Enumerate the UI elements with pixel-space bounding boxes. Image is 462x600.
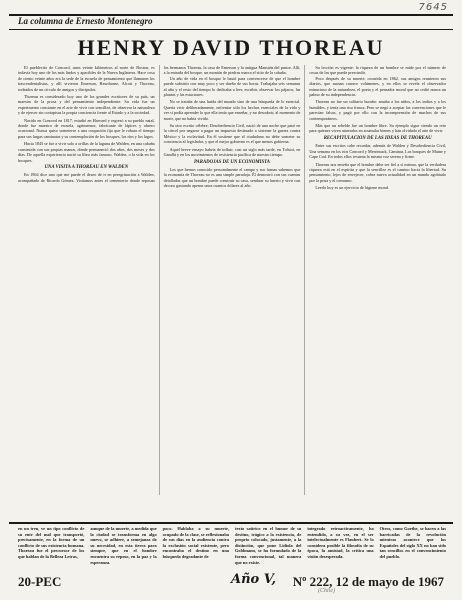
col1-paragraphs [18, 65, 155, 163]
col2-paragraphs [164, 76, 301, 158]
column-header: La columna de Ernesto Montenegro [18, 16, 153, 26]
issue-date: Nº 222, 12 de mayo de 1967 [292, 574, 444, 589]
body-paragraph: Nacido en Concord en 1817, estudió en Harvard y regresó a su pueblo natal, donde fue maestro de escuela, agrimensor, fabricante de lápices y obrero ocasional. Nunca quiso someterse a una ocupación fija que le robara el tiempo para sus largas caminatas y su contemplación de los bosques, los ríos y los lagos. [18, 117, 155, 139]
strip-column: texto satírico en el humor de su destino, trágico a la existencia, de proprio colocado, justamente, a la distinción, que pone Lidiola del Goldmann, se ha formulado de la forma convencional, tal manera que no existe. [234, 526, 302, 565]
volume-label: Año V, [231, 572, 277, 587]
body-paragraph: Thoreau nos enseña que el hombre debe ser fiel a sí mismo, que la verdadera riqueza está en el espíritu y que la sencillez es el camino hacia la libertad. Su pensamiento, lejos de envejecer, cobra nueva actualidad en un mundo agobiado por la prisa y el consumo. [309, 161, 446, 183]
header-underline [9, 29, 453, 30]
body-paragraph: Un año de vida en el bosque le bastó para convencerse de que el hombre puede subsistir con muy poco y ser dueño de sus horas. Trabajaba seis semanas al año y el resto del tiempo lo dedicaba a leer, escribir, observar los pájaros, las plantas y las estaciones. [163, 75, 301, 98]
body-paragraph: Thoreau no fue un solitario huraño: amaba a los niños, a los indios y a los humildes, y tenía una risa franca. Pero se negó a aceptar las convenciones que le parecían falsas, y pagó por ello con la incomprensión de muchos de sus contemporáneos. [309, 99, 446, 121]
body-paragraph: Los que hemos conocido personalmente el campo y sus faenas sabemos que la economía de Thoreau no es una simple paradoja. Él demostró con sus cuentas detalladas que un hombre puede construir su casa, sembrar su huerto y vivir con decoro gastando apenas unos cuantos dólares al año. [163, 166, 301, 189]
strip-column: aunque de la muerte, a medida que la ciudad se transforma en algo nuevo, se adhiere, a semejanza de su necesidad, en esta tierra para siempre, que en el hombre encuentra su reposo, en la paz y la esperanza. [90, 526, 157, 565]
handwritten-archive-number: 7645 [418, 2, 448, 13]
body-paragraph: Leerlo hoy es un ejercicio de higiene moral. [315, 185, 390, 191]
continuation-strip [18, 526, 446, 568]
col3-paragraphs [309, 76, 446, 134]
strip-column: integrado retroactivamente, ha entendido, a su vez, en el ser intelectualmente es Flaubert. Se lo considera posible la filosofía de su época, la amistad, la crítica una visión desesperada. [307, 526, 374, 559]
strip-column: en un tren, ve un tipo conflicto de su ente del mal que transportó, precisamente, en la forma de un conflicto de sus existencia humana. Thoreau fue el precursor de los que hablan de la Belleza Letras, [18, 526, 85, 559]
col3b-paragraphs [309, 143, 446, 190]
body-paragraph: Thoreau es considerado hoy uno de los grandes escritores de su país, un maestro de la prosa y del pensamiento independiente. Su vida fue un experimento constante en el arte de vivir con sencillez, de observar la naturaleza y de ejercer sin cortapisas la propia conciencia frente al Estado y a la sociedad. [18, 94, 155, 116]
subhead-recap: RECAPITULACION DE LAS IDEAS DE THOREAU [323, 135, 432, 141]
archive-stamp: (Chile) [318, 588, 335, 594]
strip-column: poco. Hablaba a su muerte, ocupado de la clase, se reflexionaba de sus días en la audiencia contra la exclusión social existente, pero encontraba el destino en una búsqueda degradante de [162, 526, 229, 559]
body-paragraph: Aquel breve ensayo habría de influir, casi un siglo más tarde, en Tolstoi, en Gandhi y en los movimientos de resistencia pacífica de nuestro tiempo. [163, 146, 301, 158]
body-paragraph: Su lección es vigente: la riqueza de un hombre se mide por el número de cosas de las que puede prescindir. [309, 65, 446, 76]
body-paragraph: Poco después de su muerte, ocurrida en 1862, sus amigos reunieron sus diarios, que suman catorce volúmenes, y en ellos se revela el observador minucioso de la naturaleza, el poeta y el pensador moral que no cedió nunca un palmo de su independencia. [309, 75, 446, 98]
article-body [18, 65, 446, 495]
body-paragraph: El pueblecito de Concord, unos veinte kilómetros al norte de Boston, es todavía hoy uno de los más lindos y apacibles de la Nueva Inglaterra. Hace cosa de ciento veinte años era la sede de la escuela de pensamiento que llamaron los trascendentalistas, y allí vivieron Emerson, Hawthorne, Alcott y Thoreau, rodeados de un círculo de amigos y discípulos. [18, 65, 155, 92]
article-title: HENRY DAVID THOREAU [77, 35, 385, 60]
subhead-walden-visit: UNA VISITA A THOREAU EN WALDEN [44, 164, 129, 170]
body-paragraph: Hacia 1845 se fue a vivir solo a orillas de la laguna de Walden, en una cabaña construida con sus propias manos, donde permaneció dos años, dos meses y dos días. De aquella experiencia nació su libro más famoso, Walden, o la vida en los bosques. [18, 141, 155, 163]
body-paragraph: Su otro escrito célebre, Desobediencia Civil, nació de una noche que pasó en la cárcel por negarse a pagar un impuesto destinado a sostener la guerra contra México y la esclavitud. En él sostiene que el ciudadano no debe someter su conciencia al legislador, y que el mejor gobierno es el que menos gobierna. [163, 123, 301, 145]
bottom-rule [9, 522, 453, 524]
page-footer [18, 574, 444, 590]
page-number: 20-PEC [18, 574, 62, 589]
body-paragraph: En 1964 dice uno que me puede el deseo de ir en peregrinación a Walden, acompañado de Ricardo Gómez. Visitamos antes el cementerio donde reposan los hermanos Thoreau, la casa de Emerson y la antigua Mansión del pastor. Allí, a la entrada del bosque, un montón de piedras marca el sitio de la cabaña. [18, 65, 301, 183]
body-paragraph: No se trataba de una huida del mundo sino de una búsqueda de lo esencial. Quería vivir deliberadamente, enfrentar sólo los hechos esenciales de la vida y ver si podía aprender lo que ella tenía que enseñar, y no descubrir, al momento de morir, que no había vivido. [163, 99, 301, 121]
body-paragraph: Entre sus escritos cabe recordar, además de Walden y Desobediencia Civil, Una semana en los ríos Concord y Merrimack, Caminar, Los bosques de Maine y Cape Cod. En todos ellos resuena la misma voz serena y firme. [309, 143, 446, 160]
strip-column: Otros, como Goethe, se hacen a las barricadas de la revolución mientras acontece que los Españoles del siglo XX no han sido tan sencillos en el convencimiento del pueblo. [379, 526, 446, 559]
body-paragraph: Más que un rebelde fue un hombre libre. Su ejemplo sigue siendo un reto para quienes viven atareados en acumular bienes y han olvidado el arte de vivir. [309, 123, 446, 134]
subhead-paradoxes: PARADOJAS DE UN ECONOMISTA [193, 159, 270, 165]
